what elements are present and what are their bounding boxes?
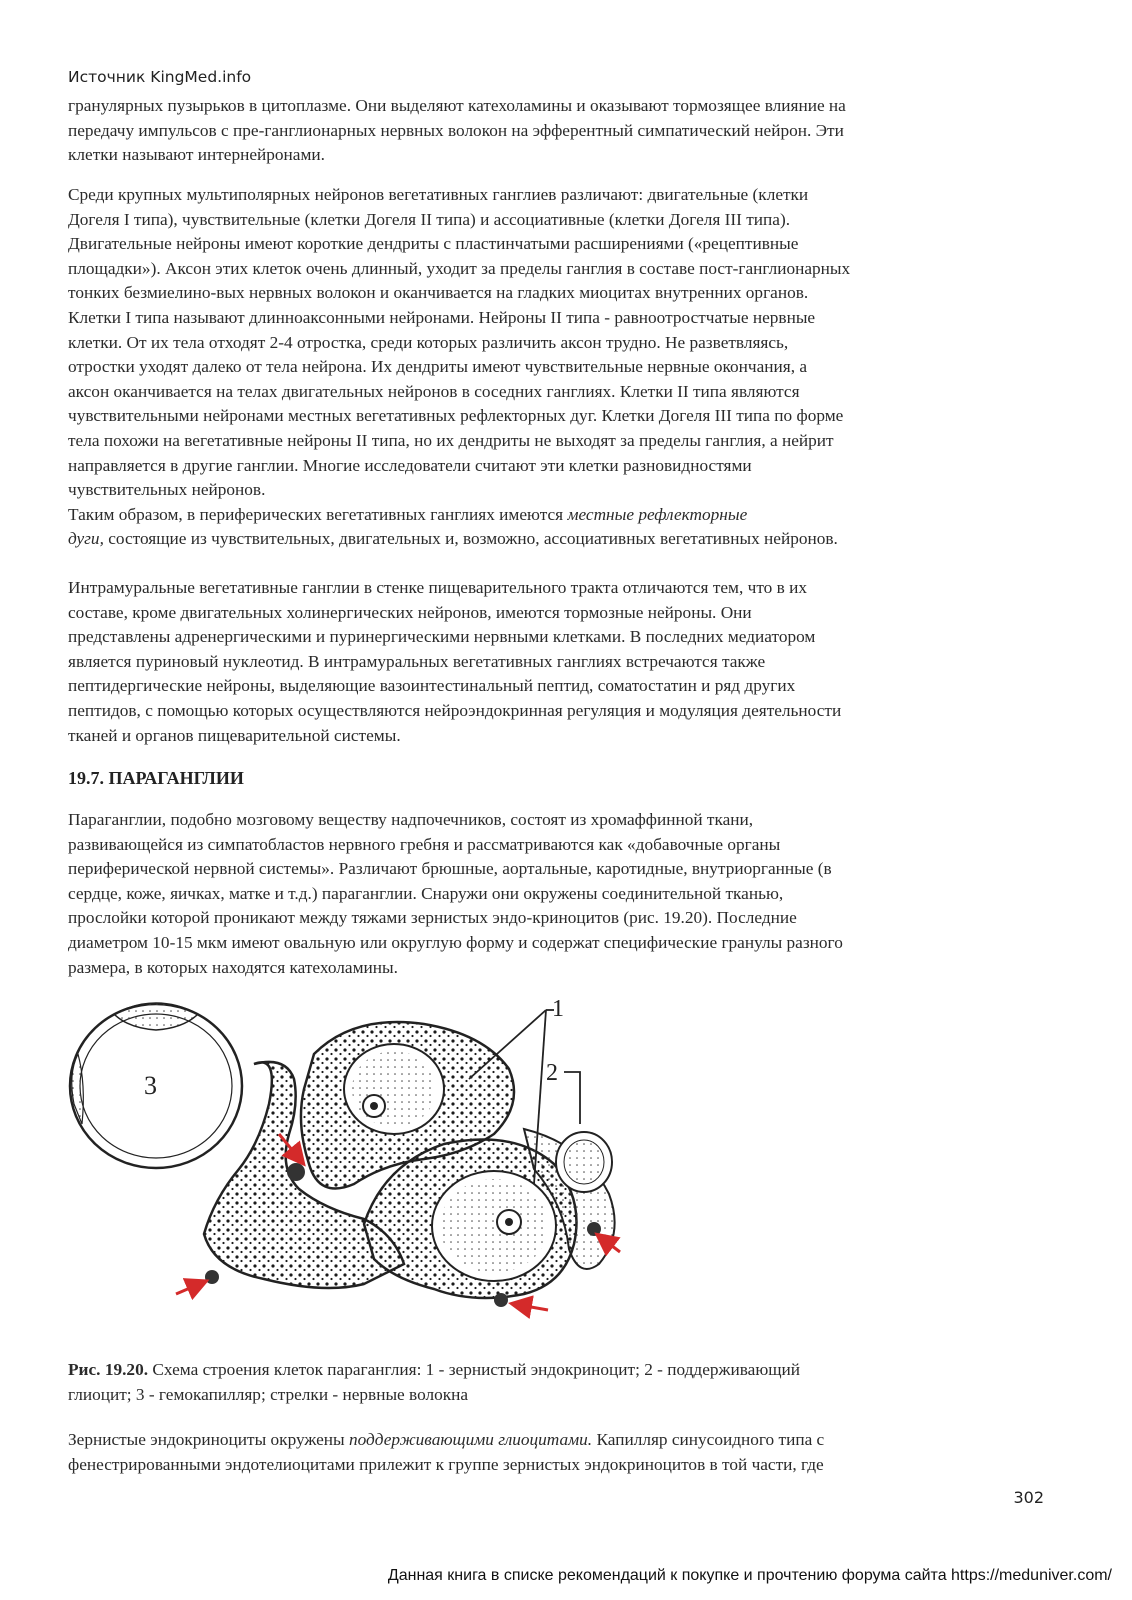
text-line	[68, 503, 1068, 528]
text-line: клетки называют интернейронами.	[68, 145, 325, 165]
text-line: чувствительными нейронами местных вегетативных рефлекторных дуг. Клетки Догеля III типа по форме	[68, 406, 844, 426]
italic-term: дуги,	[68, 529, 104, 549]
caption-line: глиоцит; 3 - гемокапилляр; стрелки - нервные волокна	[68, 1384, 469, 1404]
label-granular-cell: 1	[552, 996, 564, 1022]
page-number: 302	[1013, 1488, 1044, 1507]
text-line: фенестрированными эндотелиоцитами прилежит к группе зернистых эндокриноцитов в той части, где	[68, 1454, 824, 1474]
text-line: размера, в которых находятся катехоламины.	[68, 957, 398, 977]
footer-notice: Данная книга в списке рекомендаций к покупке и прочтению форума сайта https://meduniver.com/	[387, 1567, 1112, 1584]
text-line: направляется в другие ганглии. Многие исследователи считают эти клетки разновидностями	[68, 455, 752, 475]
text-line: представлены адренергическими и пуринергическими нервными клетками. В последних медиатором	[68, 627, 816, 647]
paragraph-3	[68, 576, 1068, 748]
text-line: развивающейся из симпатобластов нервного гребня и рассматриваются как «добавочные органы	[68, 834, 781, 854]
text-line: Догеля I типа), чувствительные (клетки Догеля II типа) и ассоциативные (клетки Догеля III типа).	[68, 209, 791, 229]
source-header: Источник KingMed.info	[68, 68, 252, 86]
italic-term: местные рефлекторные	[567, 504, 748, 524]
text-line: отростки уходят далеко от тела нейрона. Их дендриты имеют чувствительные нервные окончания, а	[68, 357, 808, 377]
text-line: периферической нервной системы». Различают брюшные, аортальные, каротидные, внутриорганные (в	[68, 859, 832, 879]
label-glial-cell: 2	[546, 1060, 558, 1086]
text-line: диаметром 10-15 мкм имеют овальную или округлую форму и содержат специфические гранулы разного	[68, 932, 843, 952]
caption-line	[68, 1358, 800, 1383]
text-line: Среди крупных мультиполярных нейронов вегетативных ганглиев различают: двигательные (клетки	[68, 185, 809, 204]
caption-text: Схема строения клеток параганглия: 1 - зернистый эндокриноцит; 2 - поддерживающий	[148, 1360, 801, 1379]
text-line: клетки. От их тела отходят 2-4 отростка, среди которых различить аксон трудно. Не разветвляясь,	[68, 332, 789, 352]
text-run: Зернистые эндокриноциты окружены	[68, 1430, 349, 1449]
text-run: состоящие из чувствительных, двигательных и, возможно, ассоциативных вегетативных нейронов.	[103, 529, 838, 549]
arrow-icon	[514, 1304, 548, 1310]
text-line: является пуриновый нуклеотид. В интрамуральных вегетативных ганглиях встречаются также	[68, 651, 766, 671]
text-line: чувствительных нейронов.	[68, 480, 266, 500]
text-line: пептидергические нейроны, выделяющие вазоинтестинальный пептид, соматостатин и ряд других	[68, 676, 796, 696]
text-line: тканей и органов пищеварительной системы.	[68, 725, 401, 745]
text-line: прослойки которой проникают между тяжами зернистых эндо-криноцитов (рис. 19.20). Последние	[68, 908, 797, 928]
text-line: составе, кроме двигательных холинергических нейронов, имеются тормозные нейроны. Они	[68, 602, 752, 622]
text-line: тонких безмиелино-вых нервных волокон и оканчивается на гладких миоцитах внутренних органов.	[68, 283, 809, 303]
text-line: тела похожи на вегетативные нейроны II типа, но их дендриты не выходят за пределы ганглия, а нейрит	[68, 430, 834, 450]
paraganglion-diagram	[64, 994, 684, 1336]
text-line: Клетки I типа называют длинноаксонными нейронами. Нейроны II типа - равноотростчатые нервные	[68, 307, 816, 327]
paragraph-4	[68, 808, 1068, 980]
text-line: сердце, коже, яичках, матке и т.д.) параганглии. Снаружи они окружены соединительной тканью,	[68, 883, 784, 903]
text-line: гранулярных пузырьков в цитоплазме. Они выделяют катехоламины и оказывают тормозящее влияние на	[68, 96, 846, 115]
text-run: Капилляр синусоидного типа с	[592, 1430, 825, 1449]
text-line	[68, 527, 1068, 552]
paragraph-2	[68, 183, 1068, 552]
arrow-icon	[176, 1282, 204, 1294]
text-line: аксон оканчивается на телах двигательных нейронов в соседних ганглиях. Клетки II типа являются	[68, 381, 800, 401]
text-line	[68, 1428, 1068, 1453]
paragraph-5	[68, 1428, 1068, 1477]
figure-caption	[68, 1358, 800, 1407]
text-line: Параганглии, подобно мозговому веществу надпочечников, состоят из хромаффинной ткани,	[68, 810, 754, 829]
text-run: Таким образом, в периферических вегетативных ганглиях имеются	[68, 504, 568, 524]
text-line: Интрамуральные вегетативные ганглии в стенке пищеварительного тракта отличаются тем, что в их	[68, 578, 807, 597]
text-line: пептидов, с помощью которых осуществляются нейроэндокринная регуляция и модуляция деятельности	[68, 700, 842, 720]
paragraph-1	[68, 94, 1068, 168]
text-line: площадки»). Аксон этих клеток очень длинный, уходит за пределы ганглия в составе пост-ганглионарных	[68, 258, 851, 278]
section-heading: 19.7. ПАРАГАНГЛИИ	[68, 768, 244, 788]
italic-term: поддерживающими глиоцитами.	[348, 1430, 593, 1449]
label-capillary: 3	[144, 1071, 157, 1100]
text-line: Двигательные нейроны имеют короткие дендриты с пластинчатыми расширениями («рецептивные	[68, 234, 799, 254]
figure-number: Рис. 19.20.	[68, 1360, 149, 1379]
text-line: передачу импульсов с пре-ганглионарных нервных волокон на эфферентный симпатический нейрон. Эти	[68, 120, 844, 140]
